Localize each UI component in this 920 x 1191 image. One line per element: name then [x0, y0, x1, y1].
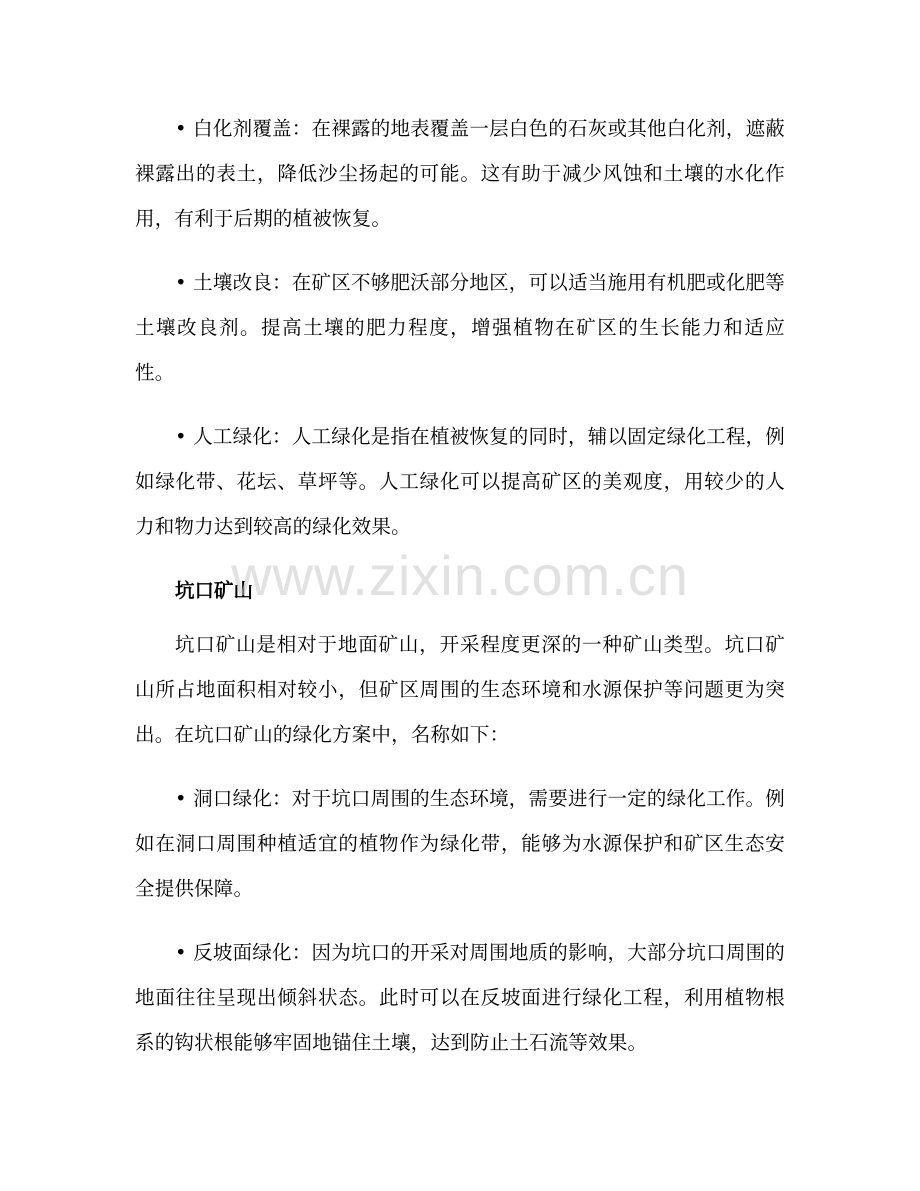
- bullet-text: 对于坑口周围的生态环境，需要进行一定的绿化工作。例如在洞口周围种植适宜的植物作为绿化带，能够为水源保护和矿区生态安全提供保障。: [135, 787, 785, 900]
- bullet-symbol: •: [175, 117, 187, 140]
- bullet-symbol: •: [175, 941, 187, 964]
- bullet-term: 洞口绿化：: [193, 787, 292, 810]
- watermark: www.zixin.com.cn: [231, 544, 689, 607]
- bullet-term: 白化剂覆盖：: [193, 117, 312, 140]
- bullet-term: 反坡面绿化：: [193, 941, 312, 964]
- bullet-item-reverse-slope-greening: [135, 930, 785, 1065]
- bullet-term: 人工绿化：: [193, 425, 292, 448]
- section-heading: 坑口矿山: [175, 579, 254, 602]
- bullet-text: 在矿区不够肥沃部分地区，可以适当施用有机肥或化肥等土壤改良剂。提高土壤的肥力程度，增强植物在矿区的生长能力和适应性。: [135, 271, 785, 384]
- bullet-symbol: •: [175, 271, 187, 294]
- bullet-item-whitening-cover: [135, 106, 785, 241]
- bullet-item-soil-improvement: [135, 260, 785, 395]
- bullet-text: 在裸露的地表覆盖一层白色的石灰或其他白化剂，遮蔽裸露出的表土，降低沙尘扬起的可能。这有助于减少风蚀和土壤的水化作用，有利于后期的植被恢复。: [135, 117, 786, 230]
- bullet-symbol: •: [175, 425, 187, 448]
- bullet-item-artificial-greening: [135, 414, 785, 549]
- bullet-term: 土壤改良：: [193, 271, 292, 294]
- bullet-symbol: •: [175, 787, 187, 810]
- section-intro-paragraph: 坑口矿山是相对于地面矿山，开采程度更深的一种矿山类型。坑口矿山所占地面积相对较小，但矿区周围的生态环境和水源保护等问题更为突出。在坑口矿山的绿化方案中，名称如下：: [135, 633, 785, 746]
- document-body: [135, 106, 785, 1084]
- bullet-item-tunnel-greening: [135, 776, 785, 911]
- bullet-text: 因为坑口的开采对周围地质的影响，大部分坑口周围的地面往往呈现出倾斜状态。此时可以在反坡面进行绿化工程，利用植物根系的钩状根能够牢固地锚住土壤，达到防止土石流等效果。: [135, 941, 786, 1054]
- bullet-text: 人工绿化是指在植被恢复的同时，辅以固定绿化工程，例如绿化带、花坛、草坪等。人工绿化可以提高矿区的美观度，用较少的人力和物力达到较高的绿化效果。: [135, 425, 785, 538]
